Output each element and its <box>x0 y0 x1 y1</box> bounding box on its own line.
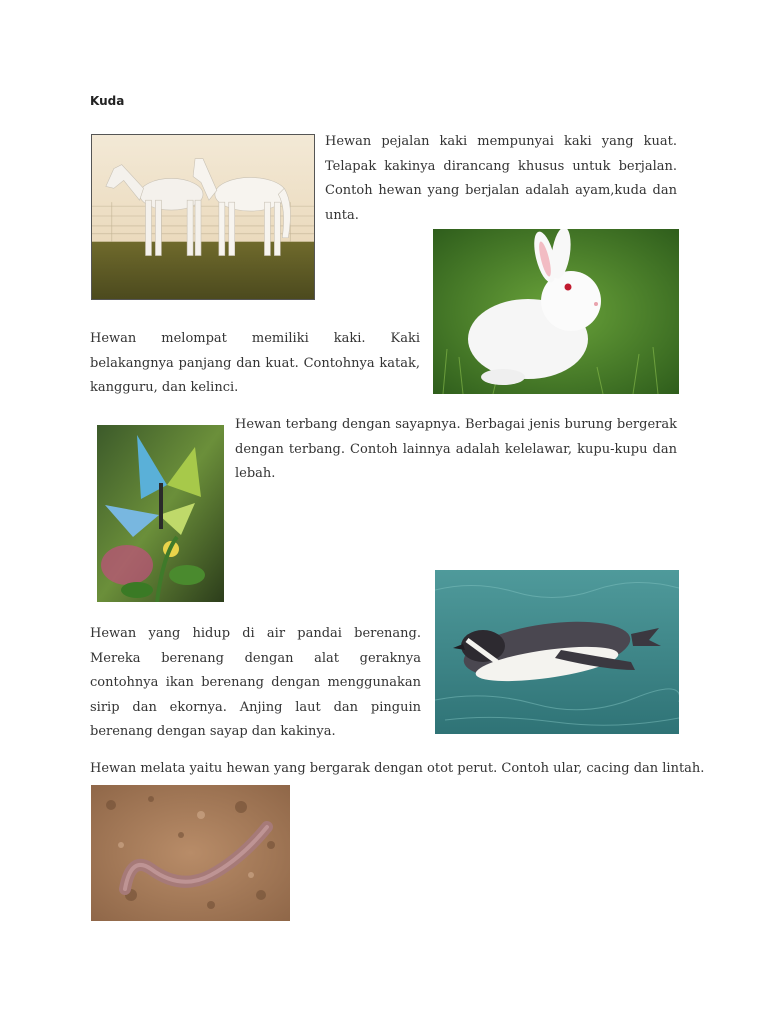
penguin-photo <box>435 570 679 734</box>
swimming-animals-paragraph: Hewan yang hidup di air pandai berenang. Mereka berenang dengan alat geraknya contohnya ikan berenang dengan menggunakan sirip dan ekornya. Anjing laut dan pinguin berenang dengan sayap dan kakinya. <box>90 626 421 739</box>
crawling-animals-paragraph: Hewan melata yaitu hewan yang bergarak dengan otot perut. Contoh ular, cacing dan lintah. <box>90 761 705 776</box>
horses-photo <box>91 134 315 300</box>
butterflies-photo <box>97 425 224 602</box>
page-heading: Kuda <box>90 94 125 108</box>
flying-animals-paragraph: Hewan terbang dengan sayapnya. Berbagai jenis burung bergerak dengan terbang. Contoh lainnya adalah kelelawar, kupu-kupu dan lebah. <box>235 417 677 481</box>
jumping-animals-paragraph: Hewan melompat memiliki kaki. Kaki belakangnya panjang dan kuat. Contohnya katak, kangguru, dan kelinci. <box>90 331 420 395</box>
walking-animals-paragraph: Hewan pejalan kaki mempunyai kaki yang kuat. Telapak kakinya dirancang khusus untuk berjalan. Contoh hewan yang berjalan adalah ayam,kuda dan unta. <box>325 134 677 223</box>
rabbit-photo <box>433 229 679 394</box>
earthworm-photo <box>91 785 290 921</box>
